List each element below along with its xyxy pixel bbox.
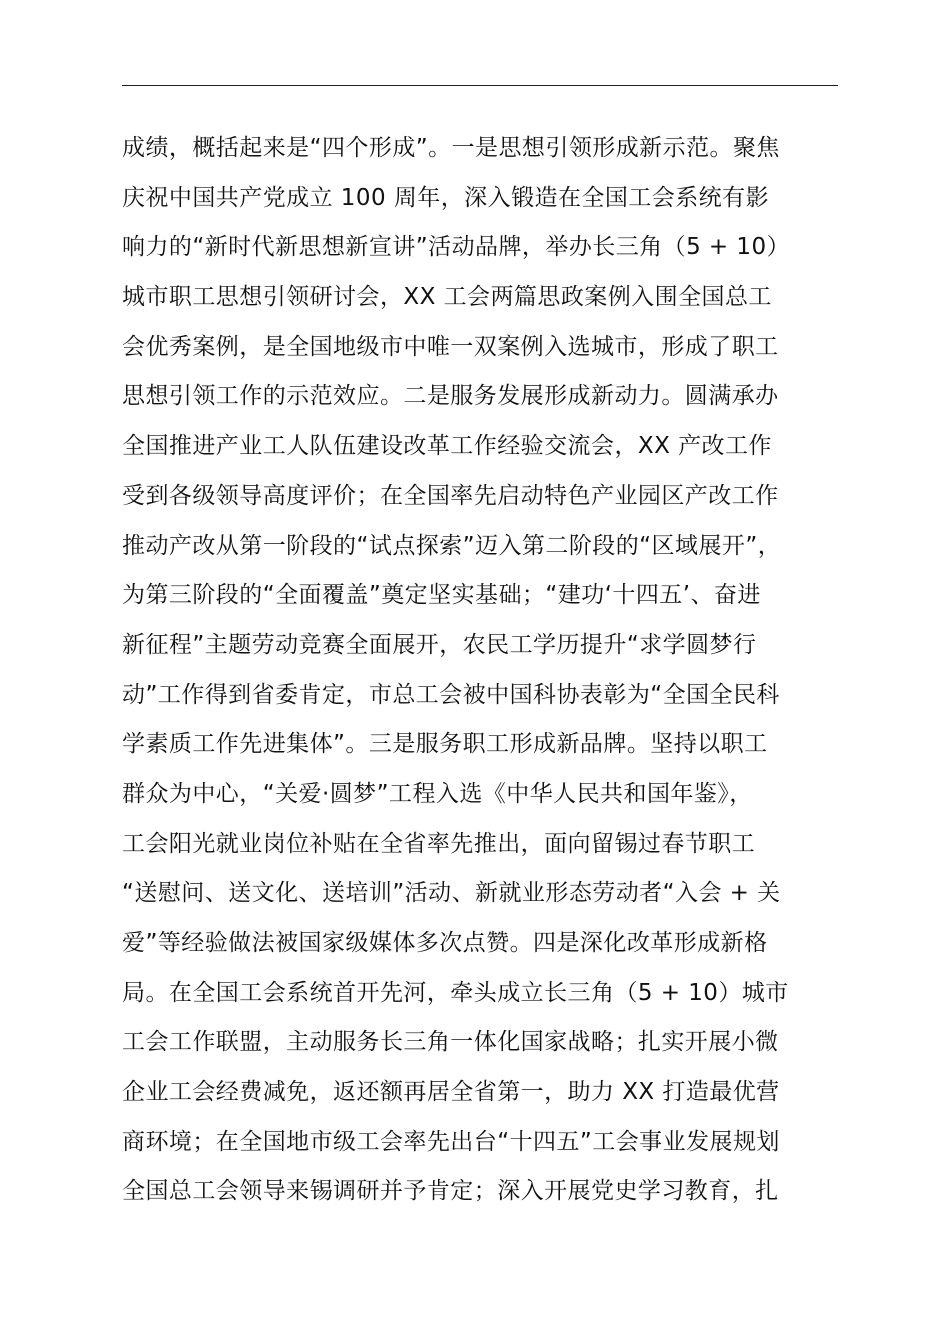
text-line: 企业工会经费减免，返还额再居全省第一，助力 XX 打造最优营 bbox=[122, 1079, 780, 1106]
text-line: 全国推进产业工人队伍建设改革工作经验交流会，XX 产改工作 bbox=[122, 433, 772, 460]
body-text bbox=[122, 127, 862, 1220]
text-line: 局。在全国工会系统首开先河，牵头成立长三角（5 + 10）城市 bbox=[122, 979, 789, 1006]
text-line: 全国总工会领导来锡调研并予肯定；深入开展党史学习教育，扎 bbox=[122, 1178, 779, 1205]
text-line: 动”工作得到省委肯定，市总工会被中国科协表彰为“全国全民科 bbox=[122, 681, 780, 708]
text-line: 群众为中心，“关爱·圆梦”工程入选《中华人民共和国年鉴》， bbox=[122, 780, 753, 807]
text-line: 会优秀案例，是全国地级市中唯一双案例入选城市，形成了职工 bbox=[122, 333, 779, 360]
text-line: 响力的“新时代新思想新宣讲”活动品牌，举办长三角（5 + 10） bbox=[122, 234, 791, 261]
text-line: 商环境；在全国地市级工会率先出台“十四五”工会事业发展规划 bbox=[122, 1128, 780, 1155]
text-line: 成绩，概括起来是“四个形成”。一是思想引领形成新示范。聚焦 bbox=[122, 135, 780, 161]
text-line: 思想引领工作的示范效应。二是服务发展形成新动力。圆满承办 bbox=[122, 383, 779, 410]
text-line: 工会工作联盟，主动服务长三角一体化国家战略；扎实开展小微 bbox=[122, 1029, 779, 1056]
text-line: 新征程”主题劳动竞赛全面展开，农民工学历提升“求学圆梦行 bbox=[122, 631, 757, 658]
text-line: 推动产改从第一阶段的“试点探索”迈入第二阶段的“区域展开”， bbox=[122, 532, 782, 559]
text-line: 庆祝中国共产党成立 100 周年，深入锻造在全国工会系统有影 bbox=[122, 184, 770, 211]
text-line: 受到各级领导高度评价；在全国率先启动特色产业园区产改工作 bbox=[122, 482, 779, 509]
text-line: 城市职工思想引领研讨会，XX 工会两篇思政案例入围全国总工 bbox=[122, 284, 772, 311]
text-line: 为第三阶段的“全面覆盖”奠定坚实基础；“建功‘十四五’、奋进 bbox=[122, 582, 761, 609]
header-rule bbox=[122, 85, 838, 86]
text-line: 爱”等经验做法被国家级媒体多次点赞。四是深化改革形成新格 bbox=[122, 930, 768, 956]
text-line: 工会阳光就业岗位补贴在全省率先推出，面向留锡过春节职工 bbox=[122, 830, 756, 857]
text-line: 学素质工作先进集体”。三是服务职工形成新品牌。坚持以职工 bbox=[122, 731, 768, 758]
text-line: “送慰问、送文化、送培训”活动、新就业形态劳动者“入会 + 关 bbox=[122, 880, 781, 907]
